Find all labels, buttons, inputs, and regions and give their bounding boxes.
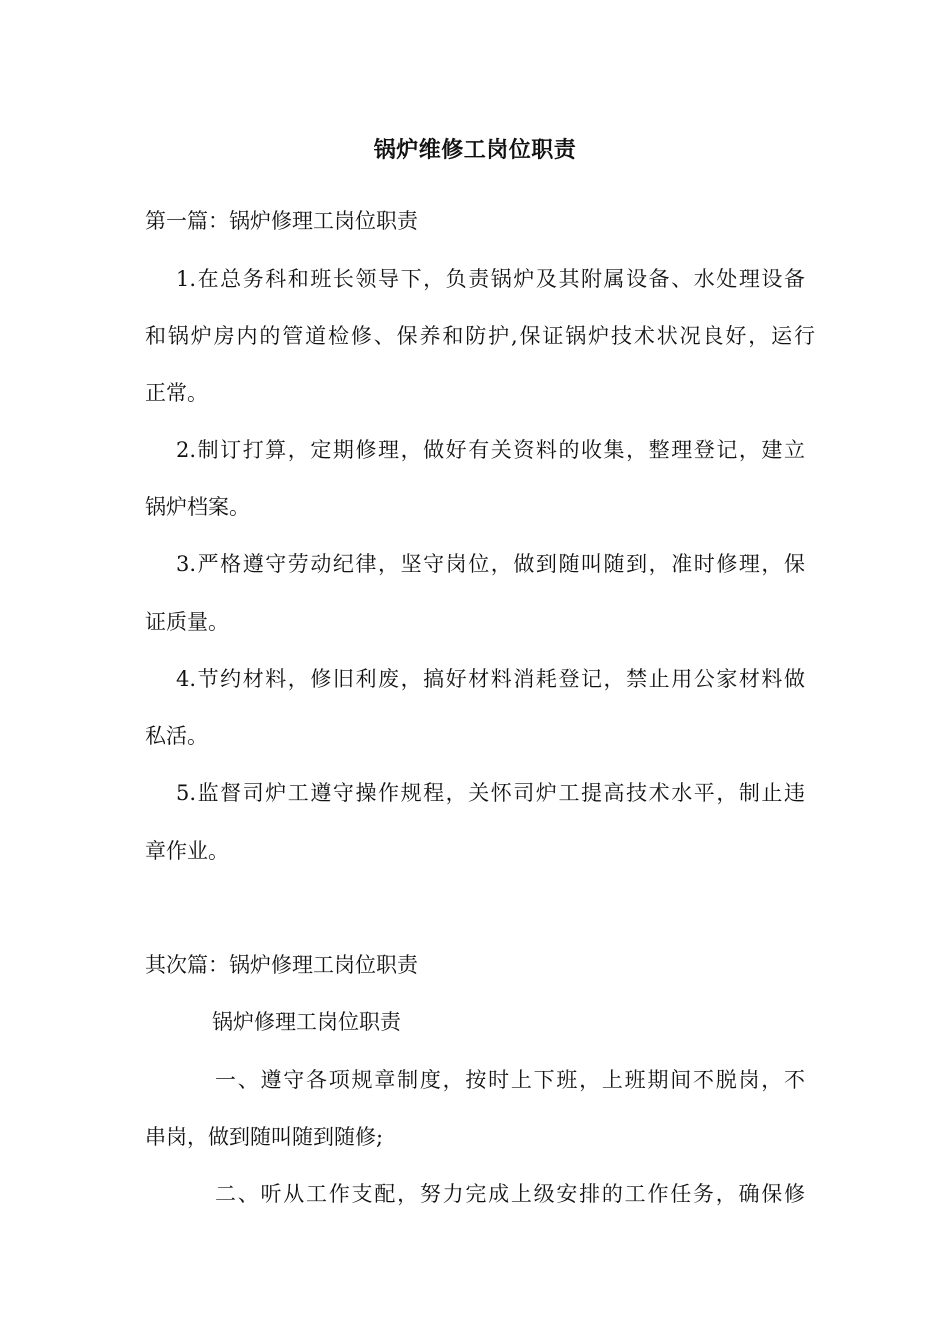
part1-item1-line2: 和锅炉房内的管道检修、保养和防护,保证锅炉技术状况良好，运行 — [145, 324, 815, 348]
part2-heading: 其次篇：锅炉修理工岗位职责 — [145, 953, 418, 977]
part1-item5-line1: 5.监督司炉工遵守操作规程，关怀司炉工提高技术水平，制止违 — [176, 781, 805, 805]
part1-item4-line2: 私活。 — [145, 724, 208, 748]
part2-item2-line1: 二、听从工作支配，努力完成上级安排的工作任务，确保修 — [215, 1182, 805, 1206]
part1-item3-line2: 证质量。 — [145, 610, 229, 634]
part1-item1-line3: 正常。 — [145, 381, 208, 405]
part1-item1-line1: 1.在总务科和班长领导下，负责锅炉及其附属设备、水处理设备 — [176, 267, 805, 291]
part2-item1-line2: 串岗，做到随叫随到随修; — [145, 1125, 384, 1149]
document-title: 锅炉维修工岗位职责 — [373, 137, 577, 163]
part1-item4-line1: 4.节约材料，修旧利废，搞好材料消耗登记，禁止用公家材料做 — [176, 667, 805, 691]
part1-item3-line1: 3.严格遵守劳动纪律，坚守岗位，做到随叫随到，准时修理，保 — [176, 552, 805, 576]
part1-item2-line2: 锅炉档案。 — [145, 495, 250, 519]
part1-heading: 第一篇：锅炉修理工岗位职责 — [145, 209, 418, 233]
part2-item1-line1: 一、遵守各项规章制度，按时上下班，上班期间不脱岗，不 — [215, 1068, 805, 1092]
part1-item2-line1: 2.制订打算，定期修理，做好有关资料的收集，整理登记，建立 — [176, 438, 805, 462]
part1-item5-line2: 章作业。 — [145, 839, 229, 863]
part2-subtitle: 锅炉修理工岗位职责 — [212, 1010, 401, 1034]
